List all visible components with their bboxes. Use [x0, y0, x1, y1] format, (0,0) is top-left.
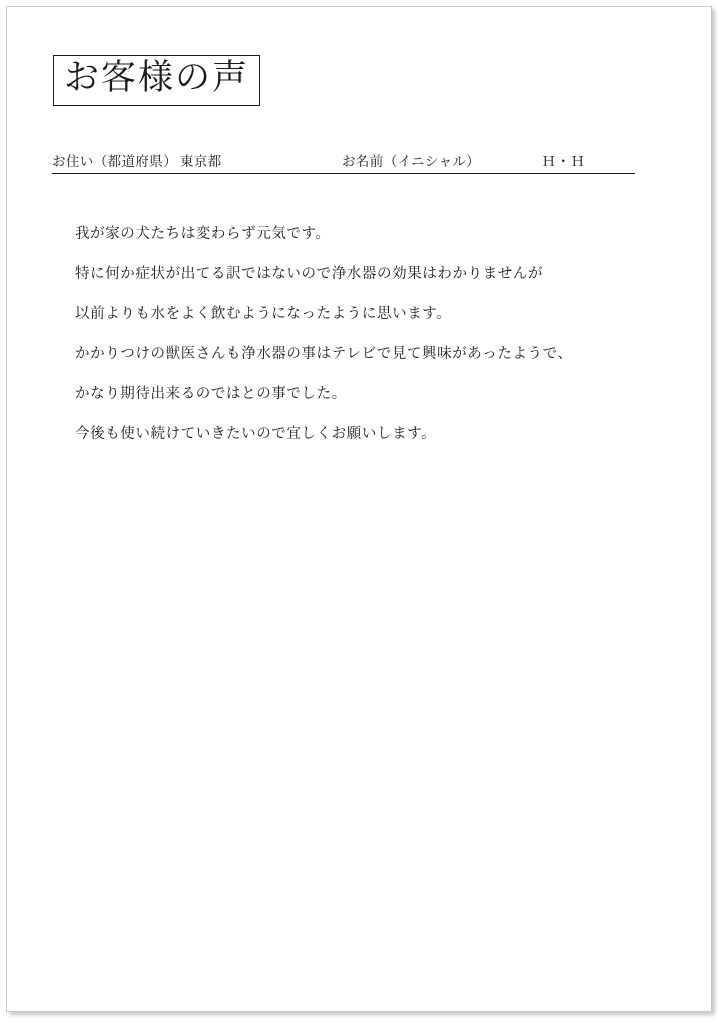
testimonial-line: かかりつけの獣医さんも浄水器の事はテレビで見て興味があったようで、: [75, 346, 573, 363]
testimonial-line: 特に何か症状が出てる訳ではないので浄水器の効果はわかりませんが: [75, 266, 544, 283]
address-value: 東京都: [180, 154, 222, 169]
testimonial-line: かなり期待出来るのではとの事でした。: [75, 386, 347, 403]
testimonial-line: 以前よりも水をよく飲むようになったように思います。: [75, 306, 452, 323]
testimonial-line: 今後も使い続けていきたいので宜しくお願いします。: [75, 426, 437, 443]
testimonial-line: 我が家の犬たちは変わらず元気です。: [75, 226, 331, 242]
customer-meta-row: [52, 149, 635, 174]
address-label: お住い（都道府県）: [52, 154, 178, 169]
testimonial-body: [75, 225, 675, 465]
name-label: お名前（イニシャル）: [342, 154, 481, 169]
name-value: Ｈ・Ｈ: [542, 154, 586, 169]
page-title: お客様の声: [53, 55, 260, 106]
document-page: [6, 6, 712, 1012]
